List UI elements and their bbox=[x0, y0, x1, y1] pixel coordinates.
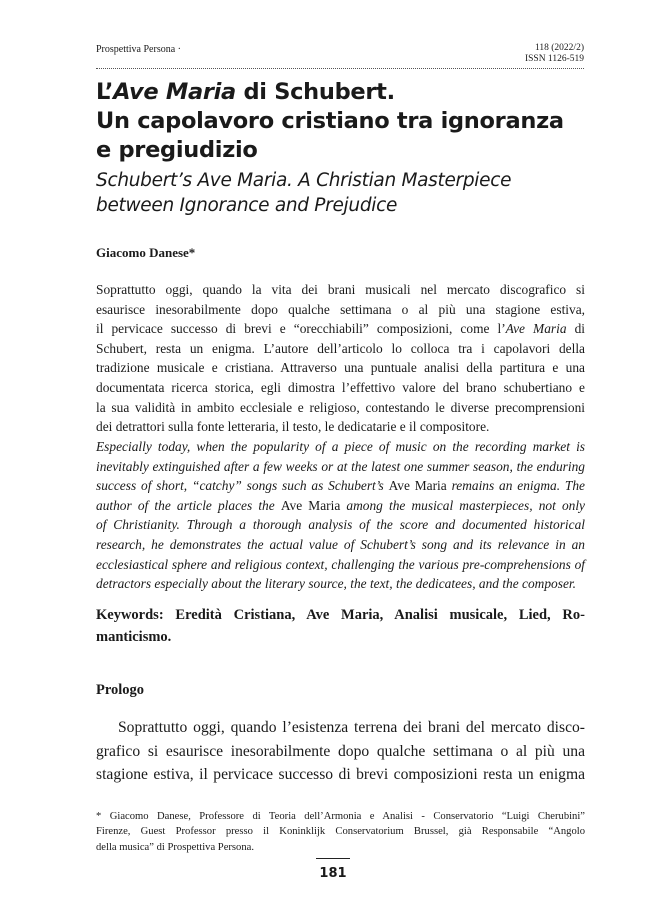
abstract-en-line: of Christianity. Through a thorough analysis of the score and documented historical bbox=[96, 517, 585, 533]
title-line-3: e pregiudizio bbox=[96, 137, 258, 163]
abstract-it-line: Schubert, resta un enigma. L’autore dell’articolo lo colloca tra i capolavori della bbox=[96, 340, 585, 356]
page-number: 181 bbox=[319, 866, 347, 881]
footnote-line: * Giacomo Danese, Professore di Teoria dell’Armonia e Analisi - Conservatorio “Luigi Cherubini” bbox=[96, 811, 585, 822]
page-number-rule bbox=[316, 858, 350, 859]
abstract-en-line: Especially today, when the popularity of a piece of music on the recording market is bbox=[96, 439, 585, 454]
abstract-en-line: detractors especially about the literary source, the text, the dedicatees, and the composer. bbox=[96, 576, 576, 592]
running-header-issue bbox=[525, 43, 584, 65]
abstract-en-line: success of short, “catchy” songs such as Schubert’s Ave Maria remains an enigma. The bbox=[96, 478, 585, 494]
body-line: grafico si esaurisce inesorabilmente dopo qualche settimana o al più una bbox=[96, 742, 585, 760]
keywords bbox=[96, 604, 585, 648]
issue-number: 118 (2022/2) bbox=[535, 43, 584, 53]
abstract-it-line: documentata ricerca storica, egli dimostra l’effettivo valore del brano schubertiano e bbox=[96, 379, 585, 395]
abstract-en-line: ecclesiastical sphere and religious context, challenging the various pre-comprehensions of bbox=[96, 556, 585, 572]
running-header-journal: Prospettiva Persona · bbox=[96, 44, 181, 55]
abstract-italian bbox=[96, 280, 585, 437]
author-name: Giacomo Danese* bbox=[96, 245, 196, 260]
abstract-en-line: author of the article places the Ave Maria among the musical masterpieces, not only bbox=[96, 497, 585, 513]
body-line: stagione estiva, il pervicace successo di brevi composizioni resta un enigma bbox=[96, 766, 585, 783]
section-heading: Prologo bbox=[96, 682, 145, 698]
abstract-en-line: inevitably extinguished after a few weeks or at the latest one summer season, the enduring bbox=[96, 458, 585, 474]
abstract-it-line: la sua validità in ambito ecclesiale e religioso, contestando le diverse precomprensioni bbox=[96, 399, 585, 415]
footnote-line: della musica” di Prospettiva Persona. bbox=[96, 841, 254, 853]
article-subtitle bbox=[96, 168, 596, 218]
body-text bbox=[96, 716, 585, 787]
subtitle-line-1: Schubert’s Ave Maria. A Christian Masterpiece bbox=[96, 170, 512, 191]
header-divider bbox=[96, 68, 584, 69]
title-line-2: Un capolavoro cristiano tra ignoranza bbox=[96, 108, 564, 134]
abstract-it-line: tradizione musicale e cristiana. Attraverso una puntuale analisi della partitura e una bbox=[96, 360, 585, 376]
subtitle-line-2: between Ignorance and Prejudice bbox=[96, 195, 398, 216]
title-italic-work: Ave Maria bbox=[113, 79, 236, 105]
article-title bbox=[96, 78, 596, 165]
footnote-line: Firenze, Guest Professor presso il Koninklijk Conservatorium Brussel, già Responsabile “Angolo bbox=[96, 826, 585, 838]
abstract-en-line: research, he demonstrates the actual value of Schubert’s song and its relevance in an bbox=[96, 536, 585, 552]
issn: ISSN 1126-519 bbox=[524, 54, 584, 64]
footnote bbox=[96, 809, 585, 855]
keywords-line-1: Keywords: Eredità Cristiana, Ave Maria, Analisi musicale, Lied, Ro- bbox=[96, 607, 585, 623]
abstract-it-line: il pervicace successo di brevi e “orecchiabili” composizioni, come l’Ave Maria di bbox=[96, 321, 585, 337]
abstract-english bbox=[96, 437, 585, 594]
keywords-line-2: manticismo. bbox=[96, 629, 172, 645]
body-line: Soprattutto oggi, quando l’esistenza terrena dei brani del mercato disco- bbox=[118, 719, 585, 736]
abstract-it-line: Soprattutto oggi, quando la vita dei brani musicali nel mercato discografico si bbox=[96, 282, 585, 297]
title-line-1: L’Ave Maria di Schubert. bbox=[96, 79, 395, 105]
abstract-it-line: dei detrattori sulla fonte letteraria, il testo, le dedicatarie e il compositore. bbox=[96, 419, 490, 435]
abstract-it-line: esaurisce inesorabilmente dopo qualche settimana o al più una stagione estiva, bbox=[96, 301, 585, 317]
